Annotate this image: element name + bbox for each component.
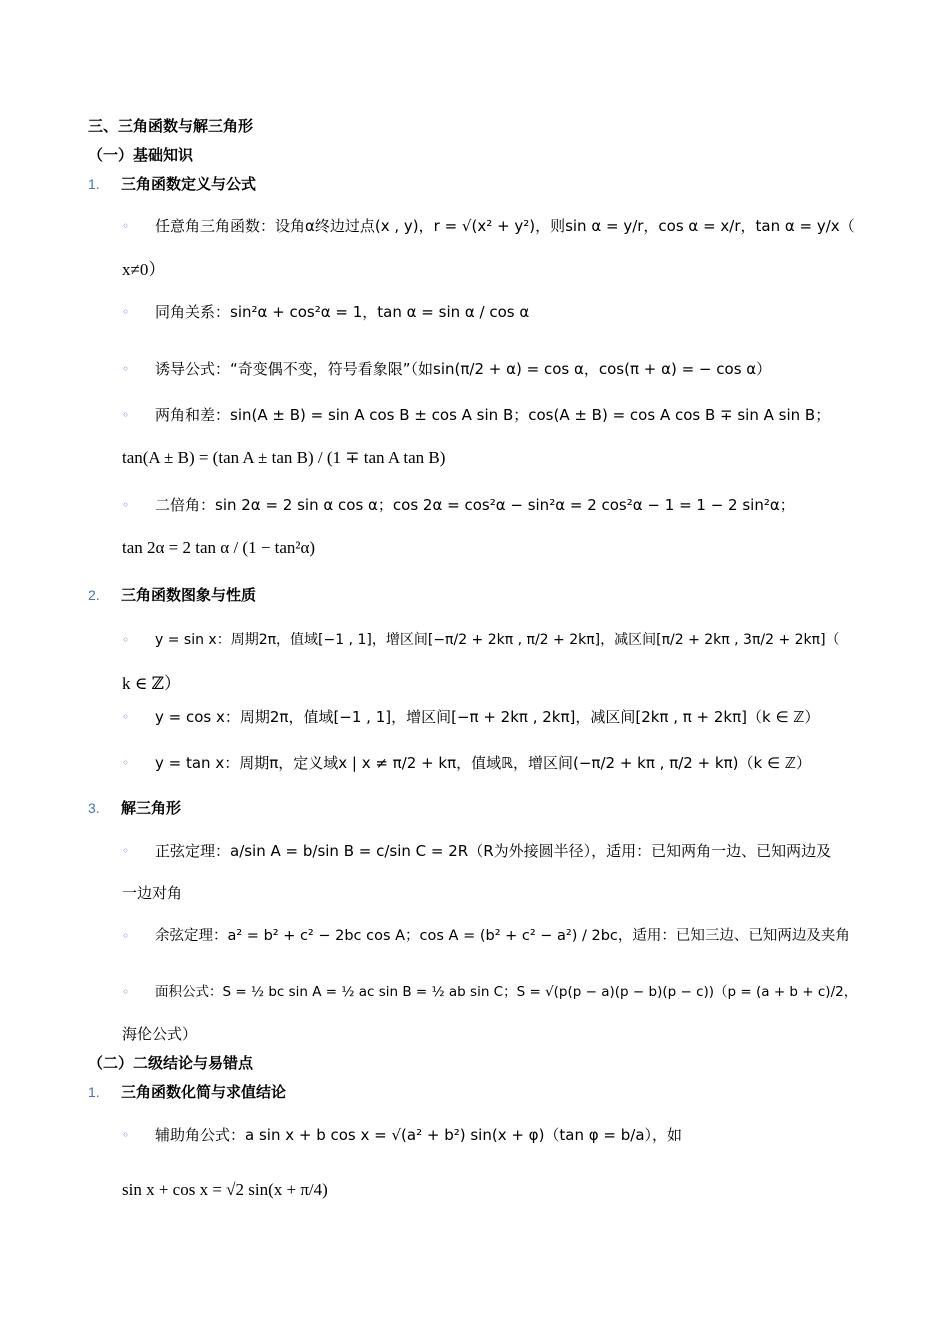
list-number: 1. <box>88 176 100 192</box>
bullet-icon: ◦ <box>122 305 130 319</box>
bullet-icon: ◦ <box>122 219 130 233</box>
list-heading: 三角函数化简与求值结论 <box>121 1083 287 1101</box>
formula-line: 诱导公式：“奇变偶不变，符号看象限”（如sin(π/2 + α) = cos α，cos(π + α) = − cos α） <box>155 360 772 378</box>
bullet-icon: ◦ <box>122 929 130 943</box>
formula-line: y = cos x：周期2π，值域[−1 , 1]，增区间[−π + 2kπ , 2kπ]，减区间[2kπ , π + 2kπ]（k ∈ ℤ） <box>155 708 820 726</box>
formula-continuation: tan(A ± B) = (tan A ± tan B) / (1 ∓ tan A tan B) <box>122 448 446 467</box>
list-heading: 解三角形 <box>121 799 182 817</box>
bullet-icon: ◦ <box>122 1128 130 1142</box>
formula-line: 同角关系：sin²α + cos²α = 1，tan α = sin α / cos α <box>155 303 530 321</box>
formula-continuation: x≠0） <box>122 260 166 279</box>
list-number: 3. <box>88 800 100 816</box>
list-heading: 三角函数图象与性质 <box>121 586 257 604</box>
formula-continuation: tan 2α = 2 tan α / (1 − tan²α) <box>122 538 316 557</box>
formula-line: 余弦定理：a² = b² + c² − 2bc cos A；cos A = (b² + c² − a²) / 2bc，适用：已知三边、已知两边及夹角 <box>155 928 850 944</box>
subsection-title: （一）基础知识 <box>88 146 194 164</box>
formula-line: 二倍角：sin 2α = 2 sin α cos α；cos 2α = cos²α − sin²α = 2 cos²α − 1 = 1 − 2 sin²α； <box>155 496 795 514</box>
bullet-icon: ◦ <box>122 756 130 770</box>
subsection-title: （二）二级结论与易错点 <box>88 1054 254 1072</box>
formula-line: 辅助角公式：a sin x + b cos x = √(a² + b²) sin(x + φ)（tan φ = b/a），如 <box>155 1126 683 1144</box>
formula-line: 正弦定理：a/sin A = b/sin B = c/sin C = 2R（R为外接圆半径），适用：已知两角一边、已知两边及 <box>155 842 832 860</box>
formula-continuation: 一边对角 <box>122 884 183 902</box>
formula-continuation: sin x + cos x = √2 sin(x + π/4) <box>122 1180 328 1199</box>
bullet-icon: ◦ <box>122 633 130 647</box>
list-number: 1. <box>88 1084 100 1100</box>
formula-line: 两角和差：sin(A ± B) = sin A cos B ± cos A sin B；cos(A ± B) = cos A cos B ∓ sin A sin B； <box>155 406 831 424</box>
bullet-icon: ◦ <box>122 710 130 724</box>
section-title: 三、三角函数与解三角形 <box>88 117 254 135</box>
list-heading: 三角函数定义与公式 <box>121 175 257 193</box>
bullet-icon: ◦ <box>122 362 130 376</box>
formula-line: 面积公式：S = ½ bc sin A = ½ ac sin B = ½ ab sin C；S = √(p(p − a)(p − b)(p − c))（p = (a + b + c)/2， <box>155 984 858 1000</box>
bullet-icon: ◦ <box>122 498 130 512</box>
formula-continuation: 海伦公式） <box>122 1025 198 1043</box>
formula-line: y = sin x：周期2π，值域[−1 , 1]，增区间[−π/2 + 2kπ , π/2 + 2kπ]，减区间[π/2 + 2kπ , 3π/2 + 2kπ]（ <box>155 632 840 648</box>
formula-continuation: k ∈ ℤ） <box>122 674 181 693</box>
bullet-icon: ◦ <box>122 408 130 422</box>
bullet-icon: ◦ <box>122 985 130 999</box>
bullet-icon: ◦ <box>122 844 130 858</box>
formula-line: 任意角三角函数：设角α终边过点(x , y)，r = √(x² + y²)，则sin α = y/r，cos α = x/r，tan α = y/x（ <box>155 217 855 235</box>
list-number: 2. <box>88 587 100 603</box>
formula-line: y = tan x：周期π，定义域x | x ≠ π/2 + kπ，值域ℝ，增区间(−π/2 + kπ , π/2 + kπ)（k ∈ ℤ） <box>155 754 811 772</box>
